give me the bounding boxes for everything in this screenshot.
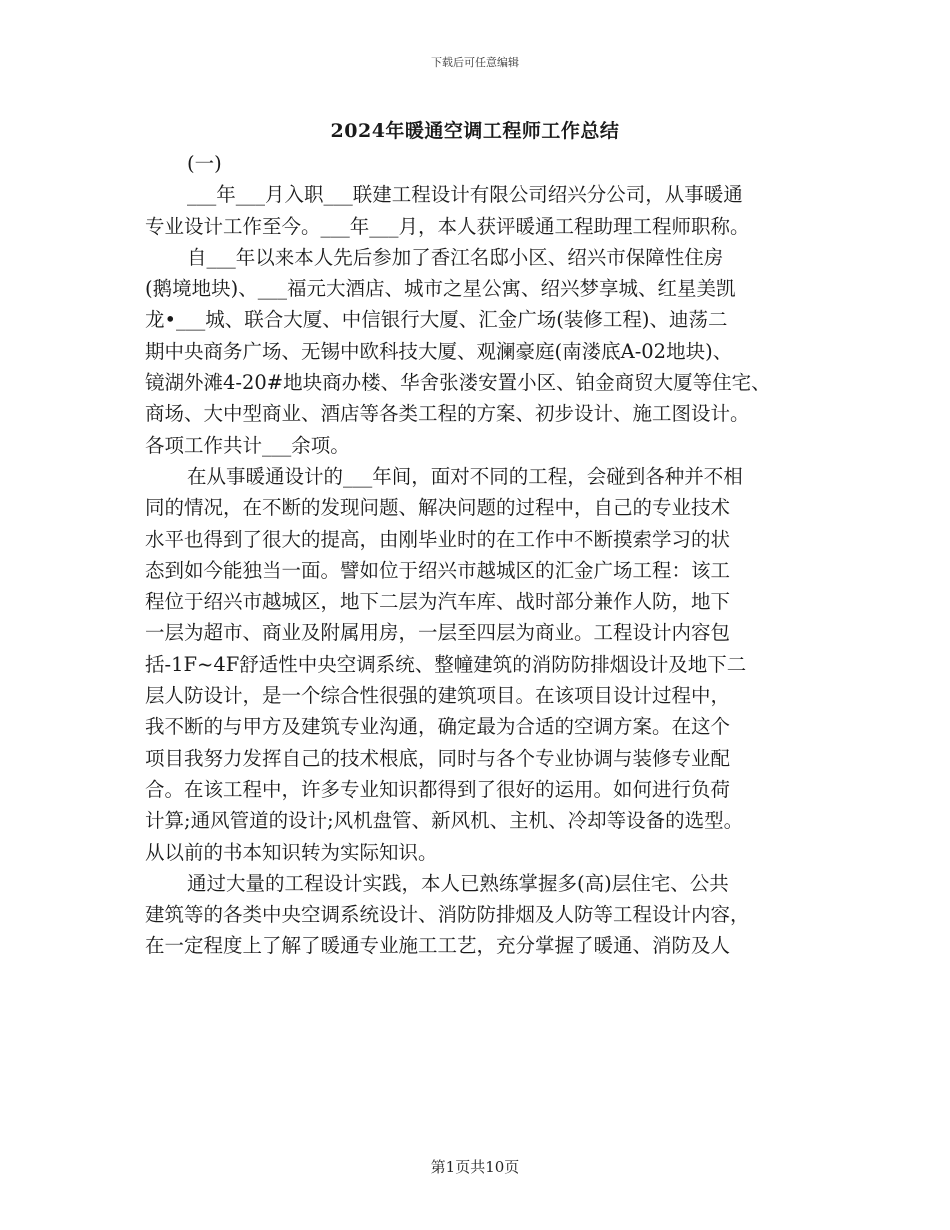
paragraph-line: 商场、大中型商业、酒店等各类工程的方案、初步设计、施工图设计。 [145, 402, 750, 426]
paragraph-line: 通过大量的工程设计实践，本人已熟练掌握多(高)层住宅、公共 [187, 871, 729, 895]
paragraph-line: 专业设计工作至今。___年___月，本人获评暖通工程助理工程师职称。 [145, 214, 750, 238]
header-note: 下载后可任意编辑 [431, 56, 519, 69]
paragraph-line: 合。在该工程中，许多专业知识都得到了很好的运用。如何进行负荷 [145, 777, 731, 801]
paragraph-line: 建筑等的各类中央空调系统设计、消防防排烟及人防等工程设计内容， [145, 903, 750, 927]
paragraph-line: ___年___月入职___联建工程设计有限公司绍兴分公司，从事暖通 [187, 183, 743, 207]
section-marker: (一) [187, 152, 222, 175]
paragraph-line: 水平也得到了很大的提高，由刚毕业时的在工作中不断摸索学习的状 [145, 527, 731, 551]
paragraph-line: 层人防设计，是一个综合性很强的建筑项目。在该项目设计过程中， [145, 684, 731, 708]
paragraph-line: 我不断的与甲方及建筑专业沟通，确定最为合适的空调方案。在这个 [145, 715, 731, 739]
paragraph-line: 镜湖外滩4-20#地块商办楼、华舍张溇安置小区、铂金商贸大厦等住宅、 [145, 371, 771, 395]
paragraph-line: 计算;通风管道的设计;风机盘管、新风机、主机、冷却等设备的选型。 [145, 809, 744, 833]
paragraph-line: 从以前的书本知识转为实际知识。 [145, 840, 438, 864]
paragraph-line: (鹅境地块)、___福元大酒店、城市之星公寓、绍兴梦享城、红星美凯 [145, 277, 736, 301]
paragraph-line: 同的情况，在不断的发现问题、解决问题的过程中，自己的专业技术 [145, 496, 731, 520]
paragraph-line: 自___年以来本人先后参加了香江名邸小区、绍兴市保障性住房 [187, 245, 724, 269]
paragraph-line: 一层为超市、商业及附属用房，一层至四层为商业。工程设计内容包 [145, 621, 731, 645]
document-body [145, 148, 835, 962]
paragraph-line: 程位于绍兴市越城区，地下二层为汽车库、战时部分兼作人防，地下 [145, 590, 731, 614]
paragraph-line: 在从事暖通设计的___年间，面对不同的工程，会碰到各种并不相 [187, 464, 743, 488]
document-title: 2024年暖通空调工程师工作总结 [330, 120, 620, 142]
paragraph-line: 期中央商务广场、无锡中欧科技大厦、观澜豪庭(南溇底A-02地块)、 [145, 339, 733, 363]
paragraph-line: 在一定程度上了解了暖通专业施工工艺，充分掌握了暖通、消防及人 [145, 934, 731, 958]
paragraph-line: 括-1F~4F舒适性中央空调系统、整幢建筑的消防防排烟设计及地下二 [145, 652, 747, 676]
paragraph-line: 龙•___城、联合大厦、中信银行大厦、汇金广场(装修工程)、迪荡二 [145, 308, 728, 332]
paragraph-line: 态到如今能独当一面。譬如位于绍兴市越城区的汇金广场工程：该工 [145, 558, 731, 582]
paragraph-line: 项目我努力发挥自己的技术根底，同时与各个专业协调与装修专业配 [145, 746, 731, 770]
page-footer: 第1页共10页 [430, 1158, 520, 1176]
paragraph-line: 各项工作共计___余项。 [145, 433, 350, 457]
